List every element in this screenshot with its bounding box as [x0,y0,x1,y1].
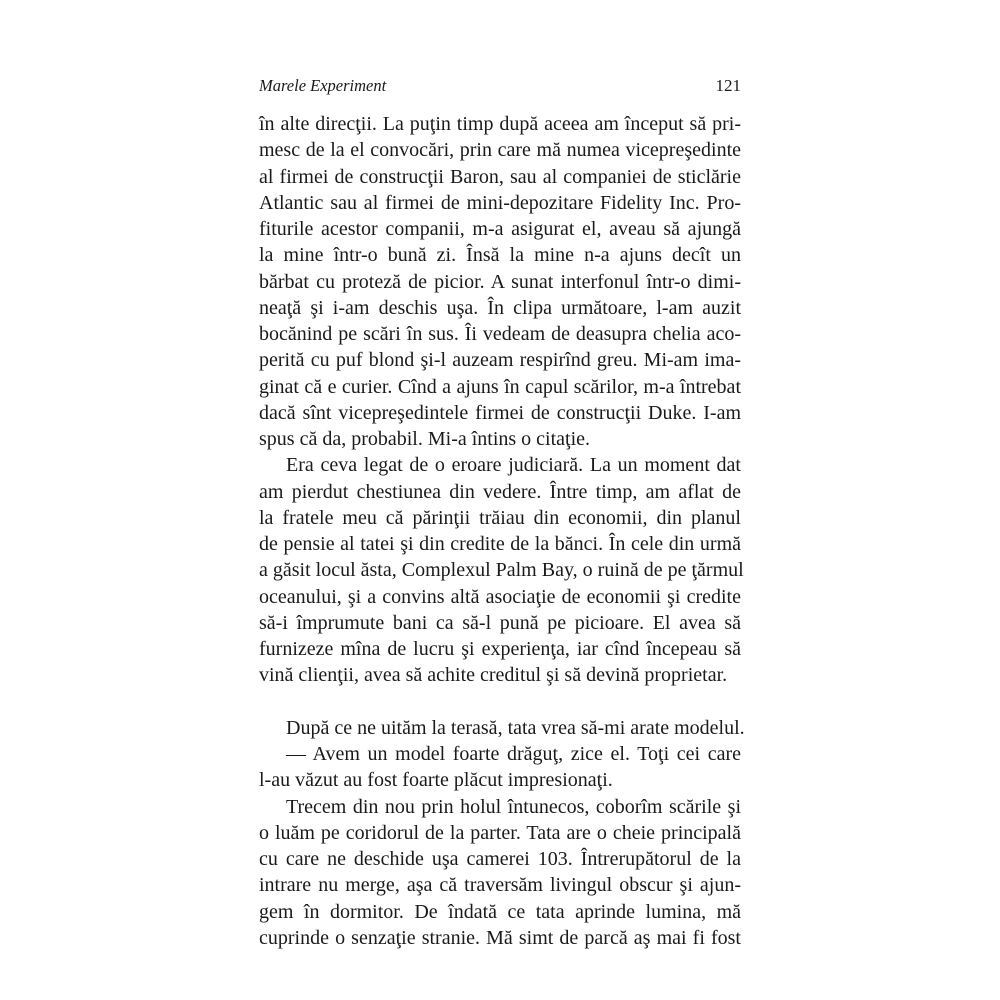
text-line: la mine într-o bună zi. Însă la mine n-a ajuns decît un [259,244,741,267]
text-line: gem în dormitor. De îndată ce tata aprinde lumina, mă [259,900,741,923]
text-line: Trecem din nou prin holul întunecos, coborîm scările şi [286,795,741,818]
section-break [259,689,741,715]
text-line: ginat că e curier. Cînd a ajuns în capul scărilor, m-a întrebat [259,375,741,398]
text-line: Atlantic sau al firmei de mini-depozitare Fidelity Inc. Pro- [259,191,741,214]
text-line: furnizeze mîna de lucru şi experienţa, iar cînd începeau să [259,638,741,660]
text-line: spus că da, probabil. Mi-a întins o citaţie. [259,428,591,450]
text-line: a găsit locul ăsta, Complexul Palm Bay, o ruină de pe ţărmul [259,559,744,582]
text-line: bărbat cu proteză de picior. A sunat interfonul într-o dimi- [259,270,741,293]
text-line: După ce ne uităm la terasă, tata vrea să-mi arate modelul. [286,716,745,739]
running-title: Marele Experiment [259,76,387,95]
text-line: cu care ne deschide uşa camerei 103. Întrerupătorul de la [259,848,741,870]
text-line: bocănind pe scări în sus. Îi vedeam de deasupra chelia aco- [259,323,741,345]
text-line: am pierdut chestiunea din vedere. Între timp, am aflat de [259,480,741,503]
text-line: de pensie al tatei şi din credite de la bănci. În cele din urmă [259,533,741,555]
text-line: oceanului, şi a convins altă asociaţie de economii şi credite [259,585,741,608]
text-line: Era ceva legat de o eroare judiciară. La un moment dat [286,454,741,477]
body-text [259,111,745,951]
text-line: vină clienţii, avea să achite creditul şi să devină proprietar. [259,664,728,687]
text-line: mesc de la el convocări, prin care mă numea vicepreşedinte [259,139,741,162]
page-header [259,72,741,100]
text-line: fiturile acestor companii, m-a asigurat el, aveau să ajungă [259,218,741,240]
text-line: intrare nu merge, aşa că traversăm livingul obscur şi ajun- [259,874,741,897]
text-line: în alte direcţii. La puţin timp după aceea am început să pri- [259,113,741,135]
text-line: la fratele meu că părinţii trăiau din economii, din planul [259,506,741,529]
text-line: cuprinde o senzaţie stranie. Mă simt de parcă aş mai fi fost [259,926,741,949]
text-line: să-i împrumute bani ca să-l pună pe picioare. El avea să [259,611,741,634]
text-line: — Avem un model foarte drăguţ, zice el. Toţi cei care [286,743,741,765]
text-line: l-au văzut au fost foarte plăcut impresionaţi. [259,769,613,792]
text-line: al firmei de construcţii Baron, sau al companiei de sticlărie [259,165,741,188]
text-line: neaţă şi i-am deschis uşa. În clipa următoare, l-am auzit [259,296,741,319]
text-line: perită cu puf blond şi-l auzeam respirînd greu. Mi-am ima- [259,349,741,372]
text-line: o luăm pe coridorul de la parter. Tata are o cheie principală [259,821,741,844]
text-line: dacă sînt vicepreşedintele firmei de construcţii Duke. I-am [259,401,741,424]
page-number: 121 [715,76,741,95]
